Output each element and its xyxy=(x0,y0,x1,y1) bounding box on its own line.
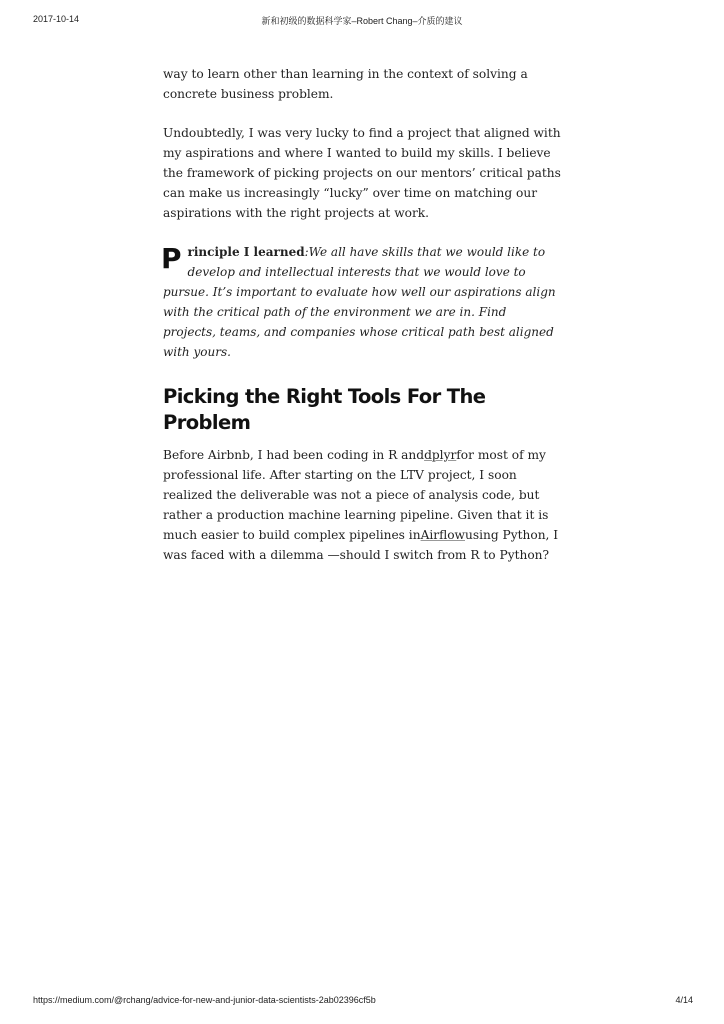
paragraph-tools xyxy=(163,445,563,565)
principle-callout xyxy=(163,242,563,362)
print-footer xyxy=(0,995,724,1009)
print-date: 2017-10-14 xyxy=(33,14,80,24)
tools-text-1: Before Airbnb, I had been coding in R and xyxy=(163,448,425,462)
principle-lead: rinciple I learned xyxy=(187,245,305,259)
tools-text-2: for most of my professional life. After starting on the LTV project, I soon realized the deliverable was not a piece of analysis code, but rather a production machine learning pipeline. Given that it is much easier to build complex pipelines in xyxy=(163,448,549,542)
tools-text-3: using Python, I was faced with a dilemma —should I switch from R to Python? xyxy=(163,528,559,562)
section-heading: Picking the Right Tools For The Problem xyxy=(163,385,486,434)
print-header xyxy=(0,14,724,28)
drop-cap: P xyxy=(161,242,182,275)
paragraph-lucky: Undoubtedly, I was very lucky to find a project that aligned with my aspirations and where I wanted to build my skills. I believe the framework of picking projects on our mentors’ critical paths can make us increasingly “lucky” over time on matching our aspirations with the right projects at work. xyxy=(163,126,561,220)
page-url: https://medium.com/@rchang/advice-for-new-and-junior-data-scientists-2ab02396cf5b xyxy=(33,995,376,1005)
airflow-link[interactable]: Airflow xyxy=(420,528,465,542)
dplyr-link[interactable]: dplyr xyxy=(424,448,457,462)
article-body xyxy=(163,64,563,584)
page-number: 4/14 xyxy=(675,995,693,1005)
paragraph-continued: way to learn other than learning in the context of solving a concrete business problem. xyxy=(163,67,528,101)
print-page-title: 新和初级的数据科学家–Robert Chang–介质的建议 xyxy=(261,16,463,26)
principle-body: We all have skills that we would like to develop and intellectual interests that we would love to pursue. It’s important to evaluate how well our aspirations align with the critical path of the environment we are in. Find projects, teams, and companies whose critical path best aligned with yours. xyxy=(163,245,556,359)
principle-colon: : xyxy=(304,245,309,259)
